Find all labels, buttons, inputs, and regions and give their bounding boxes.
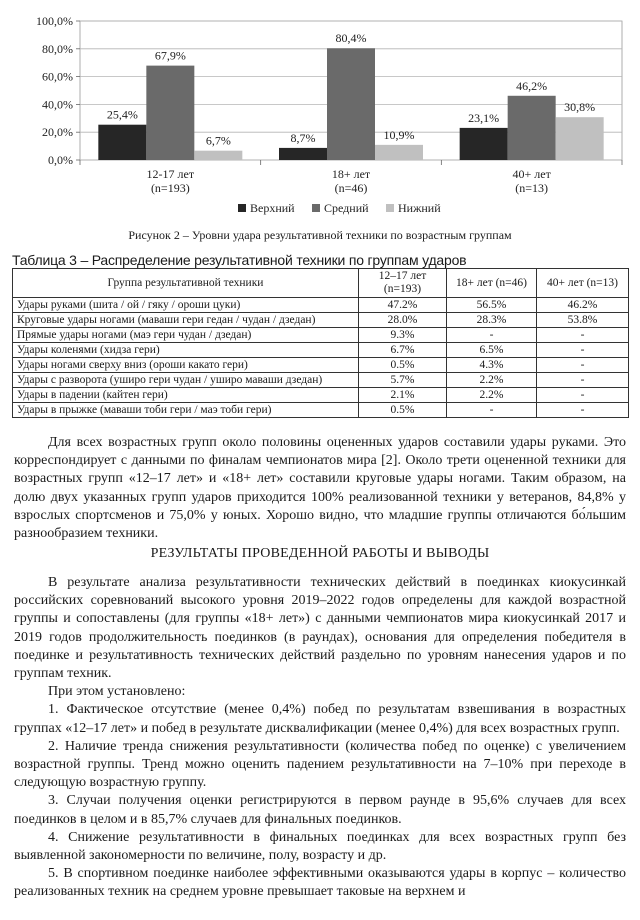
results-table [12,268,629,418]
cell-12-17: 5.7% [359,373,447,388]
y-tick-label: 40,0% [42,97,73,112]
bar-chart [0,0,640,228]
table-row [13,328,629,343]
cell-12-17: 2.1% [359,388,447,403]
row-label: Удары коленями (хидза гери) [13,343,359,358]
table-row [13,298,629,313]
finding-item: 1. Фактическое отсутствие (менее 0,4%) побед по результатам взвешивания в возрастных группах «12–17 лет» и побед в результате дисквалификации (менее 0,4%) для всех возрастных групп. [14,702,626,736]
table-row [13,373,629,388]
cell-40plus: - [537,343,629,358]
cell-18plus: - [447,328,537,343]
finding-item: 2. Наличие тренда снижения результативности (количества побед по оценке) с увеличением возрастной группы. Тренд можно оценить падением результативности на 7–10% при переходе в следующую возрастную группу. [14,738,626,791]
legend-swatch [238,204,246,212]
table-row [13,358,629,373]
cell-12-17: 47.2% [359,298,447,313]
cell-18plus: 56.5% [447,298,537,313]
cell-12-17: 6.7% [359,343,447,358]
table-row [13,313,629,328]
y-tick-label: 0,0% [48,153,73,167]
data-label: 8,7% [290,130,316,145]
cell-40plus: - [537,403,629,418]
data-label: 30,8% [564,100,596,115]
paragraph-1: Для всех возрастных групп около половины оцененных ударов составили удары руками. Это корреспондирует с данными по финалам чемпионатов мира [2]. Около трети оцененной техники для возрастных групп «12–17 лет» и «18+ лет» составили круговые удары ногами. Таким образом, на долю двух указанных групп ударов приходится 100% реализованной техники у ветеранов, 84,8% у взрослых спортсменов и 75,0% у юных. Хорошо видно, что младшие группы отличаются бо́льшим разнообразием техники. [14,435,626,542]
figure-caption: Рисунок 2 – Уровни удара результативной техники по возрастным группам [128,228,512,242]
conclusions-block [14,574,626,902]
cell-40plus: - [537,388,629,403]
x-category-label: 18+ лет [331,167,371,181]
y-tick-label: 60,0% [42,69,73,84]
section-title: РЕЗУЛЬТАТЫ ПРОВЕДЕННОЙ РАБОТЫ И ВЫВОДЫ [150,546,490,561]
cell-12-17: 28.0% [359,313,447,328]
row-label: Удары руками (шита / ой / гяку / ороши цуки) [13,298,359,313]
legend-swatch [312,204,320,212]
paragraph-1-block [14,434,626,543]
row-label: Удары в прыжке (маваши тоби гери / маэ тоби гери) [13,403,359,418]
cell-12-17: 0.5% [359,403,447,418]
cell-18plus: - [447,403,537,418]
cell-40plus: - [537,358,629,373]
x-category-label: (n=193) [150,181,190,195]
y-tick-label: 20,0% [42,125,73,140]
cell-18plus: 6.5% [447,343,537,358]
data-label: 10,9% [383,127,415,142]
row-label: Удары с разворота (уширо гери чудан / уширо маваши дзедан) [13,373,359,388]
row-label: Прямые удары ногами (маэ гери чудан / дзедан) [13,328,359,343]
header-40plus: 40+ лет (n=13) [537,269,629,298]
cell-40plus: - [537,328,629,343]
bar [556,117,604,160]
paragraph-2: В результате анализа результативности технических действий в поединках киокусинкай российских соревнований высокого уровня 2019–2022 годов определены для каждой возрастной группы и сопоставлены (для группы «18+ лет») с данными чемпионатов мира киокусинкай 2017 и 2019 годов продолжительность поединков (в раундах), основания для определения победителя в поединке и результативность технических действий раздельно по уровням нанесения ударов и по группам техник. [14,575,626,682]
established-line: При этом установлено: [48,684,186,700]
row-label: Круговые удары ногами (маваши гери гедан / чудан / дзедан) [13,313,359,328]
legend-swatch [386,204,394,212]
data-label: 67,9% [154,48,186,63]
bar [98,125,146,160]
finding-item: 4. Снижение результативности в финальных поединках для всех возрастных групп без выявленной закономерности по величине, полу, возрасту и др. [14,829,626,864]
cell-18plus: 2.2% [447,373,537,388]
header-18plus: 18+ лет (n=46) [447,269,537,298]
row-label: Удары в падении (кайтен гери) [13,388,359,403]
cell-40plus: 53.8% [537,313,629,328]
header-12-17: 12–17 лет (n=193) [359,269,447,298]
cell-12-17: 0.5% [359,358,447,373]
table-header-row [13,269,629,298]
header-group: Группа результативной техники [13,269,359,298]
legend-label: Средний [324,201,369,215]
data-label: 25,4% [106,107,138,122]
row-label: Удары ногами сверху вниз (ороши какато гери) [13,358,359,373]
table-title: Таблица 3 – Распределение результативной техники по группам ударов [12,252,467,268]
legend-label: Нижний [398,201,441,215]
y-tick-label: 100,0% [36,14,73,28]
bar [194,151,242,160]
x-category-label: 12-17 лет [146,167,195,181]
data-label: 80,4% [335,31,367,46]
x-category-label: (n=13) [515,181,549,195]
x-category-label: (n=46) [334,181,368,195]
bar [508,96,556,160]
cell-18plus: 2.2% [447,388,537,403]
bar [279,148,327,160]
table-row [13,388,629,403]
bar [146,66,194,160]
finding-item: 5. В спортивном поединке наиболее эффективными оказываются удары в корпус – количество реализованных техник на среднем уровне превышает таковые на верхнем и [14,866,626,900]
cell-12-17: 9.3% [359,328,447,343]
bar [460,128,508,160]
cell-40plus: - [537,373,629,388]
data-label: 46,2% [516,78,548,93]
table-row [13,403,629,418]
data-label: 23,1% [468,110,500,125]
bar [327,48,375,160]
cell-18plus: 4.3% [447,358,537,373]
x-category-label: 40+ лет [512,167,551,181]
legend-label: Верхний [250,201,295,215]
table-row [13,343,629,358]
finding-item: 3. Случаи получения оценки регистрируются в первом раунде в 95,6% случаев для всех поединков в целом и в 85,7% случаев для финальных поединков. [14,793,626,827]
cell-40plus: 46.2% [537,298,629,313]
cell-18plus: 28.3% [447,313,537,328]
y-tick-label: 80,0% [42,41,73,56]
data-label: 6,7% [205,133,231,148]
bar [375,145,423,160]
